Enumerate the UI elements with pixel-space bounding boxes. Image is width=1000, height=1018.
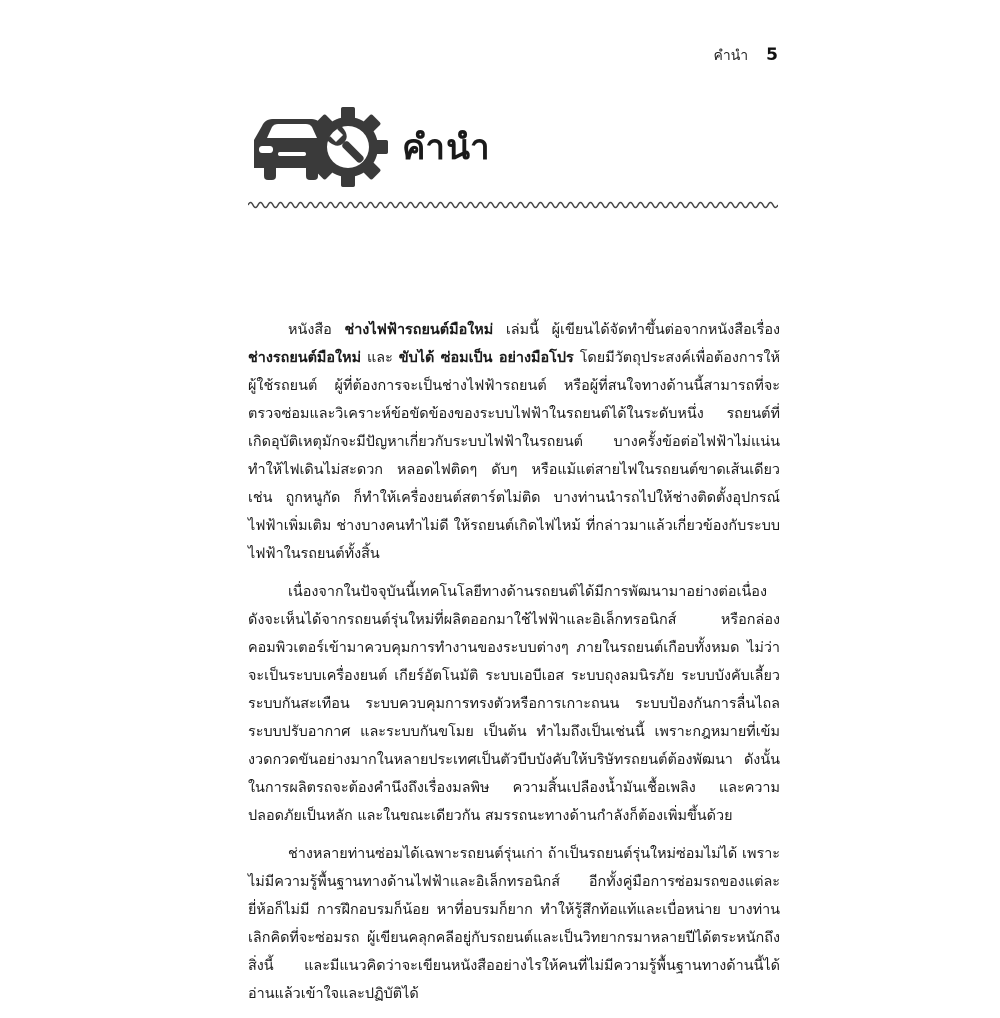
paragraph-3: ช่างหลายท่านซ่อมได้เฉพาะรถยนต์รุ่นเก่า ถ้าเป็นรถยนต์รุ่นใหม่ซ่อมไม่ได้ เพราะไม่มีความรู้พื้นฐานทางด้านไฟฟ้าและอิเล็กทรอนิกส์ อีกทั้งคู่มือการซ่อมรถของแต่ละยี่ห้อก็ไม่มี การฝึกอบรมก็น้อย หาที่อบรมก็ยาก ทำให้รู้สึกท้อแท้และเบื่อหน่าย บางท่านเลิกคิดที่จะซ่อมรถ ผู้เขียนคลุกคลีอยู่กับรถยนต์และเป็นวิทยากรมาหลายปีได้ตระหนักถึงสิ่งนี้ และมีแนวคิดว่าจะเขียนหนังสืออย่างไรให้คนที่ไม่มีความรู้พื้นฐานทางด้านนี้ได้อ่านแล้วเข้าใจและปฏิบัติได้ xyxy=(248,846,780,1002)
chapter-heading xyxy=(248,106,491,188)
page-number: 5 xyxy=(766,45,778,65)
text-run: โดยมีวัตถุประสงค์เพื่อต้องการให้ผู้ใช้รถยนต์ ผู้ที่ต้องการจะเป็นช่างไฟฟ้ารถยนต์ หรือผู้ที่สนใจทางด้านนี้สามารถที่จะตรวจซ่อมและวิเคราะห์ข้อขัดข้องของระบบไฟฟ้าในรถยนต์ได้ในระดับหนึ่ง รถยนต์ที่เกิดอุบัติเหตุมักจะมีปัญหาเกี่ยวกับระบบไฟฟ้าในรถยนต์ บางครั้งข้อต่อไฟฟ้าไม่แน่น ทำให้ไฟเดินไม่สะดวก หลอดไฟติดๆ ดับๆ หรือแม้แต่สายไฟในรถยนต์ขาดเส้นเดียว เช่น ถูกหนูกัด ก็ทำให้เครื่องยนต์สตาร์ตไม่ติด บางท่านนำรถไปให้ช่างติดตั้งอุปกรณ์ไฟฟ้าเพิ่มเติม ช่างบางคนทำไม่ดี ให้รถยนต์เกิดไฟไหม้ ที่กล่าวมาแล้วเกี่ยวข้องกับระบบไฟฟ้าในรถยนต์ทั้งสิ้น xyxy=(248,350,780,562)
book-title-bold: ช่างรถยนต์มือใหม่ xyxy=(248,350,362,366)
text-run: เล่มนี้ ผู้เขียนได้จัดทำขึ้นต่อจากหนังสือเรื่อง xyxy=(493,322,780,338)
chapter-title: คำนำ xyxy=(402,127,491,168)
running-header-label: คำนำ xyxy=(713,48,749,64)
paragraph-2: เนื่องจากในปัจจุบันนี้เทคโนโลยีทางด้านรถยนต์ได้มีการพัฒนามาอย่างต่อเนื่อง ดังจะเห็นได้จากรถยนต์รุ่นใหม่ที่ผลิตออกมาใช้ไฟฟ้าและอิเล็กทรอนิกส์ หรือกล่องคอมพิวเตอร์เข้ามาควบคุมการทำงานของระบบต่างๆ ภายในรถยนต์เกือบทั้งหมด ไม่ว่าจะเป็นระบบเครื่องยนต์ เกียร์อัตโนมัติ ระบบเอบีเอส ระบบถุงลมนิรภัย ระบบบังคับเลี้ยว ระบบกันสะเทือน ระบบควบคุมการทรงตัวหรือการเกาะถนน ระบบป้องกันการลื่นไถล ระบบปรับอากาศ และระบบกันขโมย เป็นต้น ทำไมถึงเป็นเช่นนี้ เพราะกฎหมายที่เข้มงวดกวดขันอย่างมากในหลายประเทศเป็นตัวบีบบังคับให้บริษัทรถยนต์ต้องพัฒนา ดังนั้นในการผลิตรถจะต้องคำนึงถึงเรื่องมลพิษ ความสิ้นเปลืองน้ำมันเชื้อเพลิง และความปลอดภัยเป็นหลัก และในขณะเดียวกัน สมรรถนะทางด้านกำลังก็ต้องเพิ่มขึ้นด้วย xyxy=(248,584,780,824)
body-text xyxy=(248,316,780,1018)
car-gear-wrench-icon xyxy=(248,106,388,188)
book-title-bold: ช่างไฟฟ้ารถยนต์มือใหม่ xyxy=(344,322,494,338)
book-title-bold: ขับได้ ซ่อมเป็น อย่างมือโปร xyxy=(398,350,574,366)
text-run: หนังสือ xyxy=(288,322,345,338)
text-run: และ xyxy=(361,350,399,366)
wavy-divider xyxy=(248,196,778,214)
paragraph-1 xyxy=(248,316,780,568)
running-header xyxy=(713,45,778,67)
